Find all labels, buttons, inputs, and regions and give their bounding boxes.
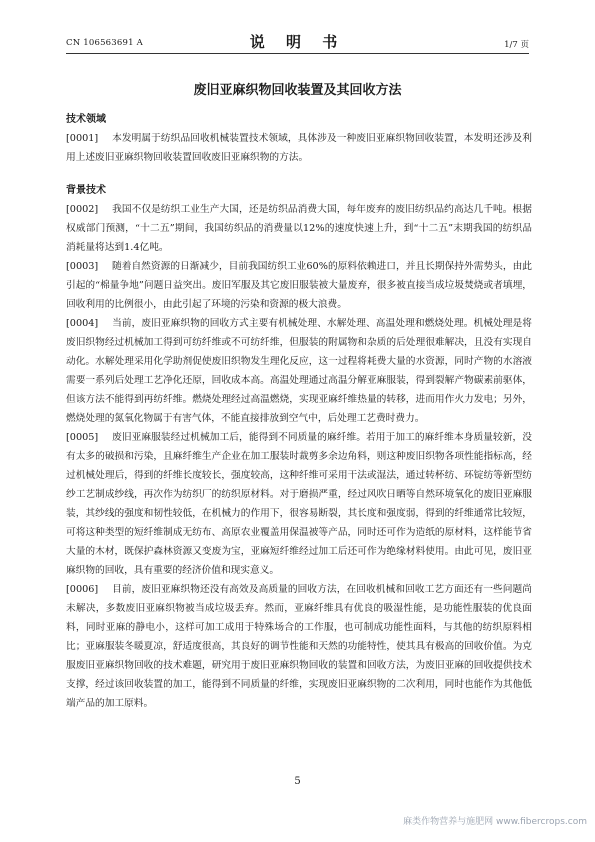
paragraph-text: 随着自然资源的日渐减少，目前我国纺织工业60%的原料依赖进口，并且长期保持外需势头，由此引起的“棉量争地”问题日益突出。废旧军服及其它废旧服装被大量废弃，很多被直接当成垃圾焚烧或者填埋，回收利用的比例很小，由此引起了环境的污染和资源的极大浪费。	[66, 261, 532, 310]
document-body	[66, 110, 532, 713]
paragraph-number: [0005]	[66, 432, 99, 443]
paragraph-text: 当前，废旧亚麻织物的回收方式主要有机械处理、水解处理、高温处理和燃烧处理。机械处理是将废旧织物经过机械加工得到可纺纤维或不可纺纤维，但服装的附属物和杂质的后处理很难解决，且没有实现自动化。水解处理采用化学助剂促使废旧织物发生理化反应，这一过程将耗费大量的水资源，同时产物的水溶液需要一系列后处理工艺净化还原，回收成本高。高温处理通过高温分解亚麻服装，得到裂解产物碳素前驱体，但该方法不能得到再纺纤维。燃烧处理经过高温燃烧，实现亚麻纤维热量的转移，进而用作火力发电；另外，燃烧处理的氮氧化物属于有害气体，不能直接排放到空气中，后处理工艺费时费力。	[66, 318, 532, 424]
paragraph	[66, 580, 532, 713]
paragraph	[66, 200, 532, 257]
paragraph-text: 本发明属于纺织品回收机械装置技术领域，具体涉及一种废旧亚麻织物回收装置，本发明还涉及利用上述废旧亚麻织物回收装置回收废旧亚麻织物的方法。	[66, 133, 532, 163]
paragraph-text: 我国不仅是纺织工业生产大国，还是纺织品消费大国，每年废弃的废旧纺织品约高达几千吨。根据权威部门预测，“十二五”期间，我国纺织品的消费量以12%的速度快速上升，到“十二五”末期我国的纺织品消耗量将达到1.4亿吨。	[66, 204, 532, 253]
paragraph-number: [0004]	[66, 318, 99, 329]
section-heading-background: 背景技术	[66, 185, 106, 196]
paragraph	[66, 129, 532, 167]
header-divider	[66, 53, 529, 54]
paragraph	[66, 428, 532, 580]
patent-number: CN 106563691 A	[66, 38, 143, 48]
paragraph	[66, 257, 532, 314]
paragraph-text: 废旧亚麻服装经过机械加工后，能得到不同质量的麻纤维。若用于加工的麻纤维本身质量较新，没有太多的破损和污染，且麻纤维生产企业在加工服装时裁剪多余边角料，则这种废旧织物各项性能指标高，经过机械处理后，得到的纤维长度较长，强度较高，这种纤维可采用干法或湿法，通过转杯纺、环锭纺等新型纺纱工艺制成纱线，再次作为纺织厂的纺织原材料。对于磨损严重，经过风吹日晒等自然环境氧化的废旧亚麻服装，其纱线的强度和韧性较低，在机械力的作用下，很容易断裂，其长度和强度弱，得到的纤维通常比较短，可将这种类型的短纤维制成无纺布、高原农业覆盖用保温被等产品，同时还可作为造纸的原材料，这样能节省大量的木材，既保护森林资源又变废为宝，亚麻短纤维经过加工后还可作为绝缘材料使用。由此可见，废旧亚麻织物的回收，具有重要的经济价值和现实意义。	[66, 432, 532, 576]
section-heading-tech-field: 技术领域	[66, 114, 106, 125]
paragraph-number: [0001]	[66, 133, 99, 144]
paragraph-text: 目前，废旧亚麻织物还没有高效及高质量的回收方法，在回收机械和回收工艺方面还有一些问题尚未解决，多数废旧亚麻织物被当成垃圾丢弃。然而，亚麻纤维具有优良的吸湿性能，是功能性服装的优良面料，同时亚麻的静电小，这样可加工成用于特殊场合的工作服，也可制成功能性面料，与其他的纺织原料相比；亚麻服装冬暖夏凉，舒适度很高，其良好的调节性能和天然的功能特性，使其具有极高的回收价值。为克服废旧亚麻织物回收的技术难题，研究用于废旧亚麻织物回收的装置和回收方法，为废旧亚麻的回收提供技术支撑，经过该回收装置的加工，能得到不同质量的纤维，实现废旧亚麻织物的二次利用，同时也能作为其他低端产品的加工原料。	[66, 584, 532, 709]
paragraph-number: [0003]	[66, 261, 99, 272]
document-type: 说 明 书	[249, 33, 346, 51]
watermark: 麻类作物营养与施肥网 www.fibercrops.com	[403, 817, 587, 827]
paragraph-number: [0002]	[66, 204, 99, 215]
paragraph-number: [0006]	[66, 584, 99, 595]
document-title: 废旧亚麻织物回收装置及其回收方法	[193, 83, 402, 98]
paragraph	[66, 314, 532, 428]
page-number: 5	[294, 776, 301, 787]
page-indicator: 1/7 页	[504, 40, 529, 50]
